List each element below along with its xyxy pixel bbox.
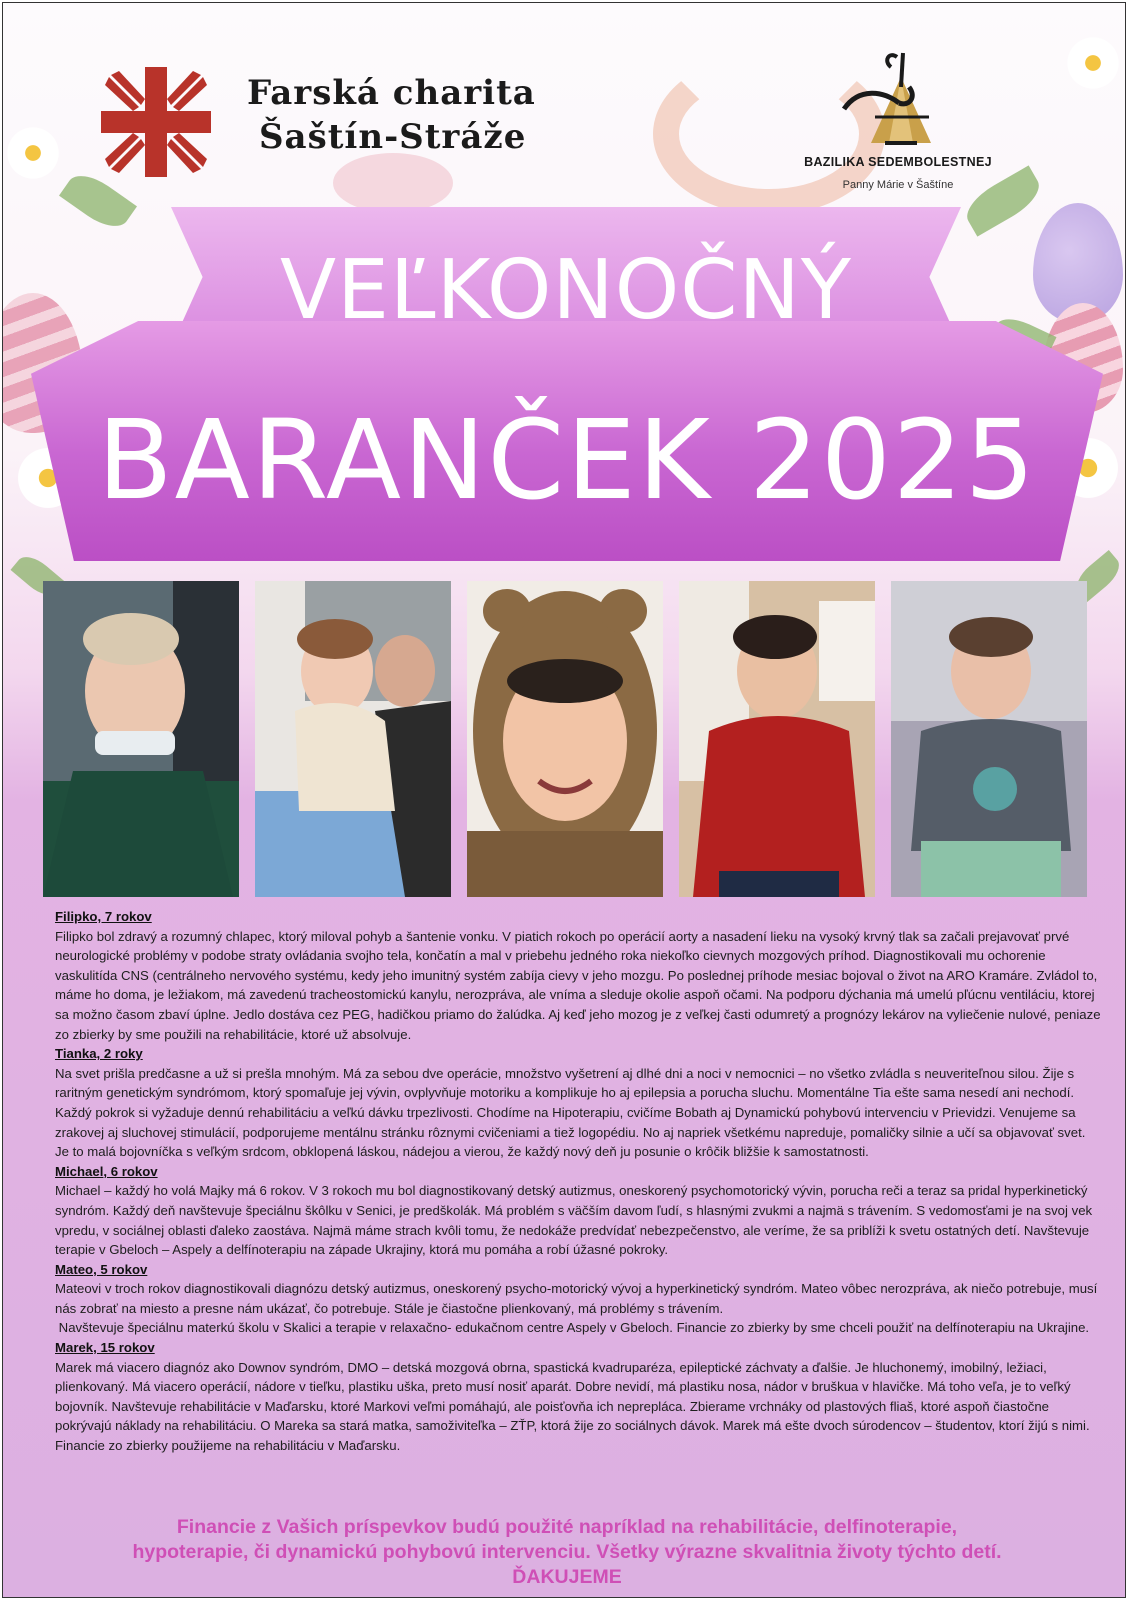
story-heading: Michael, 6 rokov [55, 1163, 158, 1179]
photo-boy-tracheostomy-icon [43, 581, 239, 897]
basilica-name: BAZILIKA SEDEMBOLESTNEJ [804, 155, 992, 169]
photo-marek [891, 581, 1087, 897]
story-text: Marek má viacero diagnóz ako Downov syndróm, DMO – detská mozgová obrna, spastická kvadruparéza, epileptické záchvaty a ďalšie. Je hluchonemý, imobilný, ležiaci, plienkovaný. Má viacero operácií, nádore v tieľku, plastiku uška, preto musí nosiť aparát. Dobre nevidí, má plastiku nosa, nádor v bruškua v hlavičke. Má toho veľa, je to veľký bojovník. Navštevuje rehabilitácie v Maďarsku, ktoré Markovi veľmi pomáhajú, ale poisťovňa ich neprepláca. Zbierame vrchnáky od plastových fliaš, ktoré aspoň čiastočne pokrývajú náklady na rehabilitáciu. O Mareka sa stará matka, samoživiteľka – ZŤP, ktorá žije zo sociálnych dávok. Marek má ešte dvoch súrodencov – študentov, ktorí žijú s nimi. Financie zo zbierky použijeme na rehabilitáciu v Maďarsku. [55, 1359, 1090, 1454]
photo-toddler-girl-icon [255, 581, 451, 897]
story-text: Na svet prišla predčasne a už si prešla mnohým. Má za sebou dve operácie, množstvo vyšetrení aj dlhé dni a noci v nemocnici – no všetko zvládla s neuveriteľnou silou. Žije s raritným genetickým syndrómom, ktorý spomaľuje jej vývin, ovplyvňuje motoriku a komplikuje ho aj epilepsia a porucha sluchu. Momentálne Tia ešte sama nesedí ani nechodí. Každý pokrok si vyžaduje dennú rehabilitáciu a veľkú dávku trpezlivosti. Chodíme na Hipoterapiu, cvičíme Bobath aj Dynamickú pohybovú intervenciu v Prievidzi. Venujeme sa zrakovej aj sluchovej stimulácií, podporujeme mentálnu stránku rôznymi cvičeniami a tiež logopédiu. No aj napriek všetkému napreduje, pomaličky silnie a učí sa objavovať svet. Je to malá bojovníčka s veľkým srdcom, obklopená láskou, nádejou a vierou, že každý nový deň ju posunie o krôčik bližšie k samostatnosti. [55, 1065, 1086, 1160]
basilica-logo-icon [839, 47, 949, 147]
footer-line2: hypoterapie, či dynamickú pohybovú intervenciu. Všetky výrazne skvalitnia životy týchto detí. [132, 1541, 1002, 1563]
story-heading: Marek, 15 rokov [55, 1340, 155, 1356]
organization-name-line2: Šaštín-Stráže [259, 117, 527, 157]
photo-boy-bottle-caps-icon [891, 581, 1087, 897]
footer-thanks: ĎAKUJEME [512, 1566, 622, 1588]
organization-name-line1: Farská charita [247, 73, 536, 113]
photo-filipko [43, 581, 239, 897]
story-marek [55, 1338, 1101, 1456]
story-text: Filipko bol zdravý a rozumný chlapec, ktorý miloval pohyb a šantenie vonku. V piatich rokoch po operácií aorty a nasadení lieku na vysoký krvný tlak sa začali prejavovať prvé neurologické problémy v podobe straty ovládania svojho tela, končatín a mal v priebehu jedného roka niekoľko cievnych mozgových príhod. Diagnostikovali mu ochorenie vaskulitída CNS (centrálneho nervového systému, kedy jeho imunitný systém zabíja cievy v jeho mozgu. Po poslednej príhode mesiac bojoval o život na ARO Kramáre. Zvládol to, máme ho doma, je ležiakom, má zavedenú tracheostomickú kanylu, nerozpráva, ale vníma a sleduje okolie aspoň očami. Na podporu dýchania má umelú pľúcnu ventiláciu, ktorej sa možno časom zbaví úplne. Jedlo dostáva cez PEG, hadičkou priamo do žalúdka. Aj keď jeho mozog je z veľkej časti odumretý a prognózy lekárov na vyliečenie nulové, peniaze zo zbierky by sme použili na rehabilitácie, ktoré už absolvuje. [55, 928, 1101, 1042]
story-text: Mateovi v troch rokov diagnostikovali diagnózu detský autizmus, oneskorený psycho-motorický vývoj a hyperkinetický syndróm. Mateo vôbec nerozpráva, ak niečo potrebuje, musí nás zobrať na miesto a presne nám ukázať, čo potrebuje. Stále je čiastočne plienkovaný, má problémy s trávením. [55, 1281, 1098, 1316]
story-heading: Filipko, 7 rokov [55, 909, 152, 924]
photo-boy-bear-costume-icon [467, 581, 663, 897]
story-michael [55, 1162, 1101, 1260]
basilica-subtitle: Panny Márie v Šaštíne [842, 179, 954, 191]
organization-name [247, 71, 536, 159]
decor-leaf-2 [959, 165, 1046, 236]
title-line2: BARANČEK 2025 [97, 396, 1037, 524]
photo-tianka [255, 581, 451, 897]
caritas-cross-icon [101, 67, 211, 177]
story-filipko [55, 907, 1101, 1044]
story-heading: Tianka, 2 roky [55, 1046, 143, 1062]
story-tianka [55, 1044, 1101, 1162]
decor-flower-top-left [3, 123, 63, 183]
story-text-continued: Navštevuje špeciálnu materkú školu v Skalici a terapie v relaxačno- edukačnom centre Aspely v Gbeloch. Financie zo zbierky by sme chceli použiť na delfínoterapiu na Ukrajine. [55, 1320, 1090, 1336]
footer-appeal [43, 1515, 1091, 1590]
stories-section [55, 907, 1101, 1456]
photo-michael [467, 581, 663, 897]
story-text: Michael – každý ho volá Majky má 6 rokov. V 3 rokoch mu bol diagnostikovaný detský autizmus, oneskorený psychomotorický vývin, porucha reči a teraz sa pridal hyperkinetický syndróm. Každý deň navštevuje špeciálnu škôlku v Senici, je predškolák. Má problém s väčším davom ľudí, s hlasnými zvukmi a najmä s trávením. S vedomosťami je na svoj vek vpredu, v sociálnej oblasti ďaleko zaostáva. Najmä máme strach kvôli tomu, že nedokáže predvídať nebezpečenstvo, ale veríme, že sa priblíži k svetu ostatných detí. Navštevuje terapie v Gbeloch – Aspely a delfínoterapiu na západe Ukrajiny, ktorá mu pomáha a robí úžasné pokroky. [55, 1183, 1093, 1258]
story-heading: Mateo, 5 rokov [55, 1261, 148, 1277]
decor-ribbon [333, 153, 453, 213]
decor-flower-top-right [1063, 33, 1123, 93]
footer-line1: Financie z Vašich príspevkov budú použité napríklad na rehabilitácie, delfinoterapie, [176, 1516, 958, 1538]
photo-boy-red-shirt-icon [679, 581, 875, 897]
story-mateo [55, 1260, 1101, 1338]
title-line1: VEĽKONOČNÝ [280, 243, 852, 338]
poster [2, 2, 1126, 1598]
photo-mateo [679, 581, 875, 897]
